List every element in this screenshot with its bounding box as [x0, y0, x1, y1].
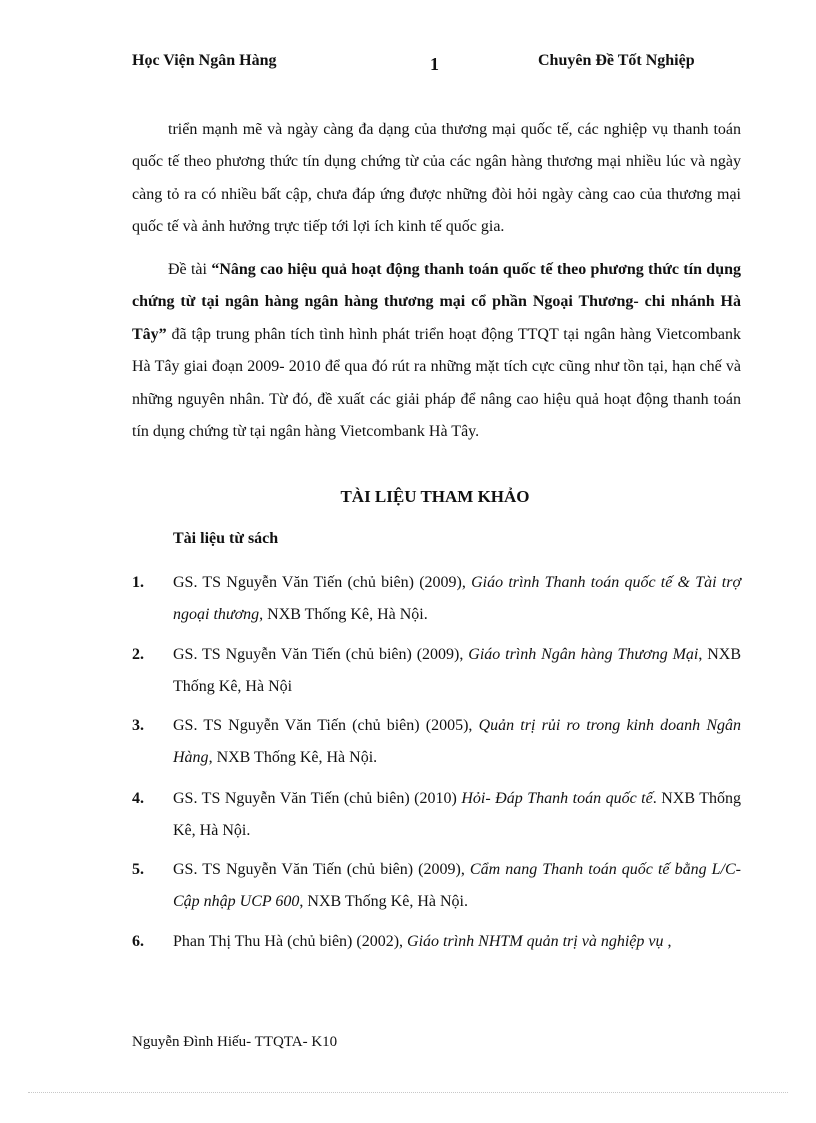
page-bottom-divider [28, 1092, 788, 1093]
paragraph-1-text: triển mạnh mẽ và ngày càng đa dạng của thương mại quốc tế, các nghiệp vụ thanh toán quốc tế theo phương thức tín dụng chứng từ của các ngân hàng thương mại nhiều lúc và ngày càng tỏ ra có nhiều bất cập, chưa đáp ứng được những đòi hỏi ngày càng cao của thương mại quốc tế và ảnh hưởng trực tiếp tới lợi ích kinh tế quốc gia. [132, 121, 741, 236]
reference-number: 4. [132, 790, 144, 807]
reference-publisher: , [663, 933, 672, 950]
paragraph-2-rest: đã tập trung phân tích tình hình phát triển hoạt động TTQT tại ngân hàng Vietcombank Hà Tây giai đoạn 2009- 2010 để qua đó rút ra những mặt tích cực cũng như tồn tại, hạn chế và những nguyên nhân. Từ đó, đề xuất các giải pháp để nâng cao hiệu quả hoạt động thanh toán tín dụng chứng từ tại ngân hàng Vietcombank Hà Tây. [132, 325, 741, 441]
reference-publisher: , NXB Thống Kê, Hà Nội. [299, 892, 468, 910]
reference-title: Giáo trình NHTM quản trị và nghiệp vụ [407, 933, 664, 950]
reference-author: GS. TS Nguyễn Văn Tiến (chủ biên) (2009), [173, 574, 472, 591]
reference-publisher: . NXB Thống Kê, Hà Nội. [173, 790, 742, 839]
reference-number: 5. [132, 861, 144, 878]
reference-author: GS. TS Nguyễn Văn Tiến (chủ biên) (2009), [173, 646, 469, 663]
references-title: TÀI LIỆU THAM KHẢO [340, 487, 530, 506]
header-institution: Học Viện Ngân Hàng [132, 52, 277, 69]
paragraph-2-lead: Đề tài [168, 261, 212, 278]
body-paragraph-2 [132, 254, 741, 448]
reference-title: Giáo trình Thanh toán quốc tế & Tài trợ ngoại thương [173, 574, 741, 623]
reference-item [132, 710, 741, 773]
reference-publisher: , NXB Thống Kê, Hà Nội. [208, 748, 378, 766]
reference-publisher: , NXB Thống Kê, Hà Nội [173, 646, 742, 695]
reference-title: Giáo trình Ngân hàng Thương Mại [468, 646, 699, 663]
reference-number: 1. [132, 574, 144, 591]
reference-item [132, 567, 741, 630]
body-paragraph-1 [132, 114, 741, 244]
reference-author: GS. TS Nguyễn Văn Tiến (chủ biên) (2005), [173, 717, 479, 734]
reference-number: 2. [132, 646, 144, 663]
reference-author: GS. TS Nguyễn Văn Tiến (chủ biên) (2009), [173, 861, 470, 878]
reference-item [132, 854, 741, 917]
references-subheading: Tài liệu từ sách [173, 530, 279, 547]
reference-title: Hỏi- Đáp Thanh toán quốc tế [461, 790, 653, 807]
reference-title: Cẩm nang Thanh toán quốc tế bằng L/C- Cập nhập UCP 600 [173, 861, 742, 910]
page-number: 1 [430, 54, 439, 74]
reference-item [132, 926, 741, 958]
reference-publisher: , NXB Thống Kê, Hà Nội. [259, 605, 428, 623]
thesis-topic: “Nâng cao hiệu quả hoạt động thanh toán quốc tế theo phương thức tín dụng chứng từ tại ngân hàng ngân hàng thương mại cổ phần Ngoại Thương- chi nhánh Hà Tây” [132, 261, 741, 343]
reference-item [132, 783, 741, 846]
reference-number: 6. [132, 933, 144, 950]
reference-item [132, 639, 741, 702]
reference-title: Quản trị rủi ro trong kinh doanh Ngân Hàng [173, 717, 741, 766]
reference-author: GS. TS Nguyễn Văn Tiến (chủ biên) (2010) [173, 790, 462, 807]
reference-author: Phan Thị Thu Hà (chủ biên) (2002), [173, 933, 408, 950]
reference-number: 3. [132, 717, 144, 734]
footer-author: Nguyễn Đình Hiếu- TTQTA- K10 [132, 1034, 338, 1050]
header-document-type: Chuyên Đề Tốt Nghiệp [538, 52, 695, 69]
